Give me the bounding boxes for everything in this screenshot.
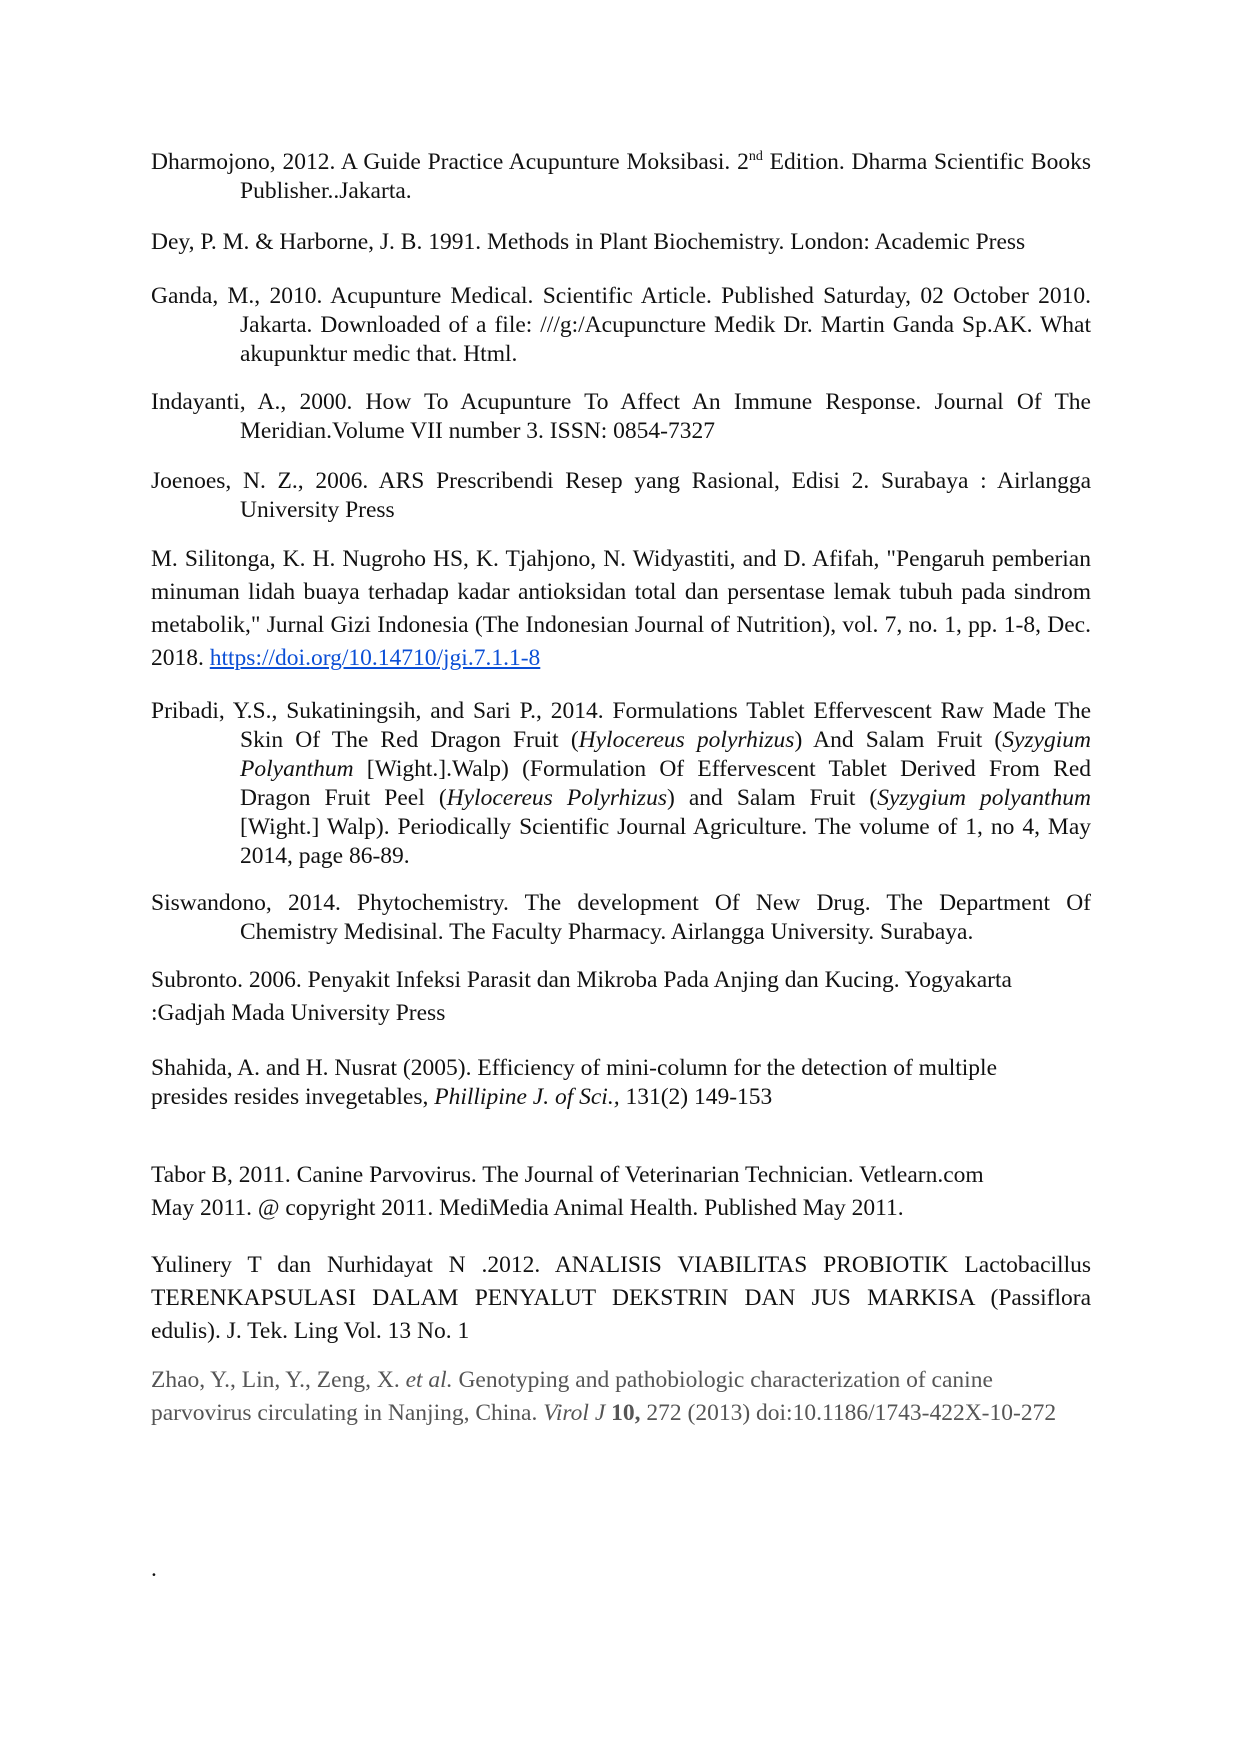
reference-text: ) and Salam Fruit ( [666,785,878,811]
reference-siswandono [151,889,1091,947]
reference-text: Subronto. 2006. Penyakit Infeksi Parasit dan Mikroba Pada Anjing dan Kucing. Yogyakarta [151,967,1012,993]
reference-text: [Wight.].Walp) (Formulation Of Effervescent Tablet Derived From Red Dragon Fruit Peel ( [240,756,1091,811]
reference-text: Indayanti, A., 2000. How To Acupunture To Affect An Immune Response. Journal Of The Meridian.Volume VII number 3. ISSN: 0854-7327 [151,389,1091,444]
superscript: nd [748,149,763,164]
reference-text: Shahida, A. and H. Nusrat (2005). Efficiency of mini-column for the detection of multiple presides resides invegetables, [151,1055,998,1110]
species-name: Syzygium Polyanthum [240,727,1091,782]
species-name: Hylocereus Polyrhizus [446,785,667,811]
reference-text: :Gadjah Mada University Press [151,1000,446,1026]
doi-link[interactable]: https://doi.org/10.14710/jgi.7.1.1-8 [209,645,541,671]
reference-pribadi [151,697,1091,871]
reference-text: Pribadi, Y.S., Sukatiningsih, and Sari P., 2014. Formulations Tablet Effervescent Raw Made The Skin Of The Red Dragon Fruit ( [151,698,1091,753]
reference-shahida [151,1054,1071,1112]
reference-yulinery [151,1249,1091,1348]
reference-dey [151,228,1111,257]
reference-subronto [151,964,1111,1030]
reference-text: 131(2) 149-153 [619,1084,773,1110]
reference-silitonga [151,543,1091,675]
reference-text: Tabor B, 2011. Canine Parvovirus. The Journal of Veterinarian Technician. Vetlearn.com [151,1162,984,1188]
reference-zhao [151,1364,1081,1430]
reference-text: Joenoes, N. Z., 2006. ARS Prescribendi Resep yang Rasional, Edisi 2. Surabaya : Airlangga University Press [151,468,1091,523]
journal-name: Phillipine J. of Sci., [434,1084,620,1110]
reference-text: M. Silitonga, K. H. Nugroho HS, K. Tjahjono, N. Widyastiti, and D. Afifah, "Pengaruh pemberian minuman lidah buaya terhadap kadar antioksidan total dan persentase lemak tubuh pada sindrom metabolik," Jurnal Gizi Indonesia (The Indonesian Journal of Nutrition), vol. 7, no. 1, pp. 1-8, Dec. 2018. [151,546,1091,671]
reference-indayanti [151,388,1091,446]
species-name: Hylocereus polyrhizus [578,727,795,753]
reference-ganda [151,282,1091,369]
reference-text: ) And Salam Fruit ( [794,727,1003,753]
et-al: et al. [405,1367,453,1393]
reference-text: Ganda, M., 2010. Acupunture Medical. Scientific Article. Published Saturday, 02 October 2010. Jakarta. Downloaded of a file: ///g:/Acupuncture Medik Dr. Martin Ganda Sp.AK. What akupunktur medic that. Html. [151,283,1091,367]
trailing-period: . [151,1556,157,1582]
reference-text: Dharmojono, 2012. A Guide Practice Acupunture Moksibasi. 2 [151,149,749,175]
reference-text: Siswandono, 2014. Phytochemistry. The development Of New Drug. The Department Of Chemistry Medisinal. The Faculty Pharmacy. Airlangga University. Surabaya. [151,890,1091,945]
reference-text: Zhao, Y., Lin, Y., Zeng, X. [151,1367,406,1393]
volume-number: 10, [605,1400,641,1426]
reference-text: May 2011. @ copyright 2011. MediMedia Animal Health. Published May 2011. [151,1195,904,1221]
species-name: Syzygium polyanthum [877,785,1092,811]
reference-text: 272 (2013) doi:10.1186/1743-422X-10-272 [640,1400,1057,1426]
reference-joenoes [151,467,1091,525]
reference-tabor [151,1159,1111,1225]
reference-text: [Wight.] Walp). Periodically Scientific Journal Agriculture. The volume of 1, no 4, May 2014, page 86-89. [240,814,1091,869]
reference-text: Genotyping and pathobiologic characterization of canine parvovirus circulating in Nanjing, China. [151,1367,993,1426]
journal-name: Virol J [543,1400,606,1426]
reference-dharmojono [151,148,1091,206]
reference-text: Yulinery T dan Nurhidayat N .2012. ANALISIS VIABILITAS PROBIOTIK Lactobacillus TERENKAPSULASI DALAM PENYALUT DEKSTRIN DAN JUS MARKISA (Passiflora edulis). J. Tek. Ling Vol. 13 No. 1 [151,1252,1091,1344]
reference-text: Dey, P. M. & Harborne, J. B. 1991. Methods in Plant Biochemistry. London: Academic Press [151,229,1026,255]
reference-text: Edition. Dharma Scientific Books Publisher..Jakarta. [240,149,1091,204]
